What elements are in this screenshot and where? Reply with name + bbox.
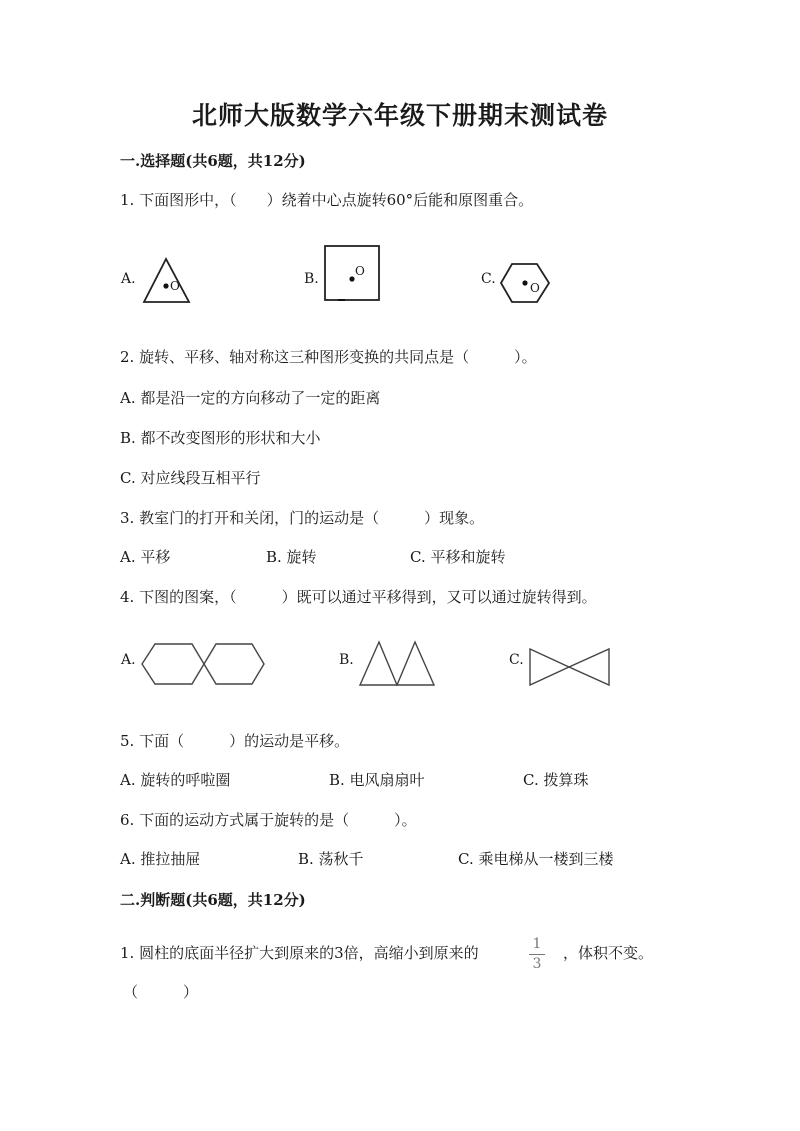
q2-option-a: A. 都是沿一定的方向移动了一定的距离: [120, 389, 381, 407]
q6-option-a: A. 推拉抽屉: [120, 850, 201, 868]
q4-option-c-bowtie-figure: [528, 646, 614, 688]
center-point: [522, 280, 527, 285]
triangle-shape: [144, 259, 189, 302]
q6-option-b: B. 荡秋千: [298, 850, 364, 868]
triangle-shape: [530, 649, 569, 685]
triangle-shape: [397, 642, 434, 685]
q1-option-a-triangle-figure: [140, 255, 220, 307]
center-point: [349, 276, 354, 281]
q1-option-a-label: A.: [121, 271, 136, 287]
question-6: 6. 下面的运动方式属于旋转的是（ ）。: [120, 811, 417, 829]
q5-option-c: C. 拨算珠: [523, 771, 589, 789]
q4-option-a-label: A.: [121, 652, 136, 668]
q2-option-b: B. 都不改变图形的形状和大小: [120, 429, 321, 447]
q6-option-c: C. 乘电梯从一楼到三楼: [458, 850, 614, 868]
triangle-shape: [360, 642, 397, 685]
triangle-shape: [569, 649, 609, 685]
section-heading-judgement: 二.判断题(共6题，共12分): [120, 891, 306, 909]
section-heading-choice: 一.选择题(共6题，共12分): [120, 152, 306, 170]
question-2: 2. 旋转、平移、轴对称这三种图形变换的共同点是（ ）。: [120, 348, 537, 366]
judgement-1-answer-blank: （ ）: [123, 983, 199, 1001]
q3-option-c: C. 平移和旋转: [410, 548, 506, 566]
q5-option-b: B. 电风扇扇叶: [329, 771, 425, 789]
q3-option-b: B. 旋转: [266, 548, 317, 566]
q1-option-c-label: C.: [481, 271, 496, 287]
q1-option-c-point-label: O: [530, 281, 540, 295]
center-point: [163, 283, 168, 288]
page-title: 北师大版数学六年级下册期末测试卷: [191, 101, 608, 130]
fraction-numerator: 1: [532, 936, 542, 952]
q1-option-b-label: B.: [304, 271, 319, 287]
question-1: 1. 下面图形中，（ ）绕着中心点旋转60°后能和原图重合。: [120, 191, 534, 209]
judgement-1-text: 1. 圆柱的底面半径扩大到原来的3倍，高缩小到原来的: [120, 944, 479, 962]
q3-option-a: A. 平移: [120, 548, 171, 566]
fraction-denominator: 3: [532, 956, 542, 972]
q4-option-b-two-triangles-figure: [358, 638, 440, 688]
q2-option-c: C. 对应线段互相平行: [120, 469, 261, 487]
q1-option-b-point-label: O: [355, 264, 365, 278]
q4-option-b-label: B.: [339, 652, 354, 668]
hexagon-shape: [204, 644, 264, 684]
question-3: 3. 教室门的打开和关闭，门的运动是（ ）现象。: [120, 509, 485, 527]
q5-option-a: A. 旋转的呼啦圈: [120, 771, 231, 789]
question-5: 5. 下面（ ）的运动是平移。: [120, 732, 350, 750]
question-4: 4. 下图的图案，（ ）既可以通过平移得到，又可以通过旋转得到。: [120, 588, 597, 606]
square-shape: [325, 246, 379, 300]
fraction-bar: [529, 954, 545, 955]
fraction-one-third: [527, 936, 547, 973]
judgement-1-text-end: ，体积不变。: [563, 944, 654, 962]
q4-option-c-label: C.: [509, 652, 524, 668]
hexagon-shape: [142, 644, 204, 684]
q1-option-a-point-label: O: [170, 279, 180, 293]
q4-option-a-two-hexagons-figure: [140, 640, 270, 690]
